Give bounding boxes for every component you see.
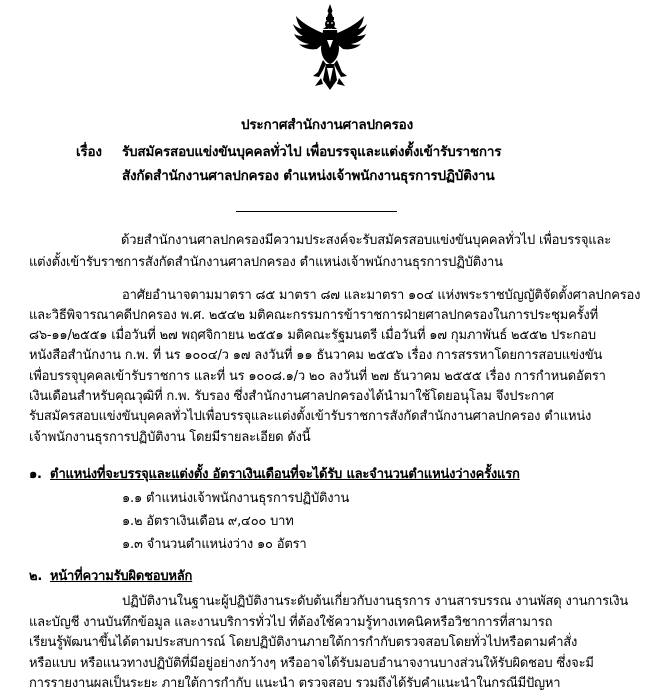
section-1-number: ๑. — [29, 467, 42, 482]
authority-line-8: เจ้าพนักงานธุรการปฏิบัติงาน โดยมีรายละเอียด ดังนี้ — [29, 430, 311, 445]
intro-line-2: แต่งตั้งเข้ารับราชการสังกัดสำนักงานศาลปกครอง ตำแหน่งเจ้าพนักงานธุรการปฏิบัติงาน — [29, 255, 503, 270]
subject-label: เรื่อง — [76, 144, 102, 160]
section-1-item-1: ๑.๑ ตำแหน่งเจ้าพนักงานธุรการปฏิบัติงาน — [122, 491, 350, 506]
header-divider — [236, 211, 397, 212]
authority-line-2: และวิธีพิจารณาคดีปกครอง พ.ศ. ๒๕๔๒ มติคณะกรรมการข้าราชการฝ่ายศาลปกครองในการประชุมครั้งที่ — [29, 308, 598, 323]
announcement-title: ประกาศสำนักงานศาลปกครอง — [241, 117, 413, 133]
authority-line-5: เพื่อบรรจุบุคคลเข้ารับราชการ และที่ นร ๑๐๐๘.๑/ว ๒๐ ลงวันที่ ๒๗ ธันวาคม ๒๕๕๕ เรื่อง การกำหนดอัตรา — [29, 369, 606, 384]
authority-line-7: รับสมัครสอบแข่งขันบุคคลทั่วไปเพื่อบรรจุและแต่งตั้งเข้ารับราชการสังกัดสำนักงานศาลปกครอง ตำแหน่ง — [29, 409, 592, 424]
intro-line-1: ด้วยสำนักงานศาลปกครองมีความประสงค์จะรับสมัครสอบแข่งขันบุคคลทั่วไป เพื่อบรรจุและ — [121, 233, 611, 248]
section-2-line-2: และบัญชี งานบันทึกข้อมูล และงานบริการทั่วไป ที่ต้องใช้ความรู้ทางเทคนิคหรือวิชาการที่สามารถ — [29, 615, 553, 630]
section-2-line-3: เรียนรู้พัฒนาขึ้นได้ตามประสบการณ์ โดยปฏิบัติงานภายใต้การกำกับตรวจสอบโดยทั่วไปหรือตามคำสั่ง — [29, 635, 578, 650]
subject-line-1: รับสมัครสอบแข่งขันบุคคลทั่วไป เพื่อบรรจุและแต่งตั้งเข้ารับราชการ — [122, 144, 502, 160]
authority-line-6: เงินเดือนสำหรับคุณวุฒิที่ ก.พ. รับรอง ซึ่งสำนักงานศาลปกครองได้นำมาใช้โดยอนุโลม จึงประกาศ — [29, 389, 554, 404]
section-2-heading: หน้าที่ความรับผิดชอบหลัก — [50, 569, 193, 584]
subject-line-2: สังกัดสำนักงานศาลปกครอง ตำแหน่งเจ้าพนักงานธุรการปฏิบัติงาน — [122, 168, 495, 184]
section-1-item-3: ๑.๓ จำนวนตำแหน่งว่าง ๑๐ อัตรา — [122, 537, 307, 552]
authority-line-3: ๘๖-๑๑/๒๕๕๑ เมื่อวันที่ ๒๗ พฤศจิกายน ๒๕๕๑ มติคณะรัฐมนตรี เมื่อวันที่ ๑๗ กุมภาพันธ์ ๒๕๕๒ ประกอบ — [29, 328, 596, 343]
authority-line-1: อาศัยอำนาจตามมาตรา ๘๕ มาตรา ๘๗ และมาตรา ๑๐๔ แห่งพระราชบัญญัติจัดตั้งศาลปกครอง — [122, 288, 641, 303]
section-2-number: ๒. — [29, 569, 43, 584]
garuda-emblem-icon — [293, 4, 367, 90]
section-2-line-5: การรายงานผลเป็นระยะ ภายใต้การกำกับ แนะนำ ตรวจสอบ รวมถึงได้รับคำแนะนำในกรณีมีปัญหา — [29, 676, 561, 691]
section-1-item-2: ๑.๒ อัตราเงินเดือน ๙,๔๐๐ บาท — [122, 514, 294, 529]
section-1-heading: ตำแหน่งที่จะบรรจุและแต่งตั้ง อัตราเงินเดือนที่จะได้รับ และจำนวนตำแหน่งว่างครั้งแรก — [50, 467, 520, 482]
section-2-line-4: หรือแบบ หรือแนวทางปฏิบัติที่มีอยู่อย่างกว้างๆ หรืออาจได้รับมอบอำนาจงานบางส่วนให้รับผิดชอบ ซึ่งจะมี — [29, 656, 594, 671]
section-2-line-1: ปฏิบัติงานในฐานะผู้ปฏิบัติงานระดับต้นเกี่ยวกับงานธุรการ งานสารบรรณ งานพัสดุ งานการเงิน — [122, 594, 629, 609]
authority-line-4: หนังสือสำนักงาน ก.พ. ที่ นร ๑๐๐๔/ว ๑๗ ลงวันที่ ๑๑ ธันวาคม ๒๕๕๖ เรื่อง การสรรหาโดยการสอบแข่งขัน — [29, 348, 603, 363]
